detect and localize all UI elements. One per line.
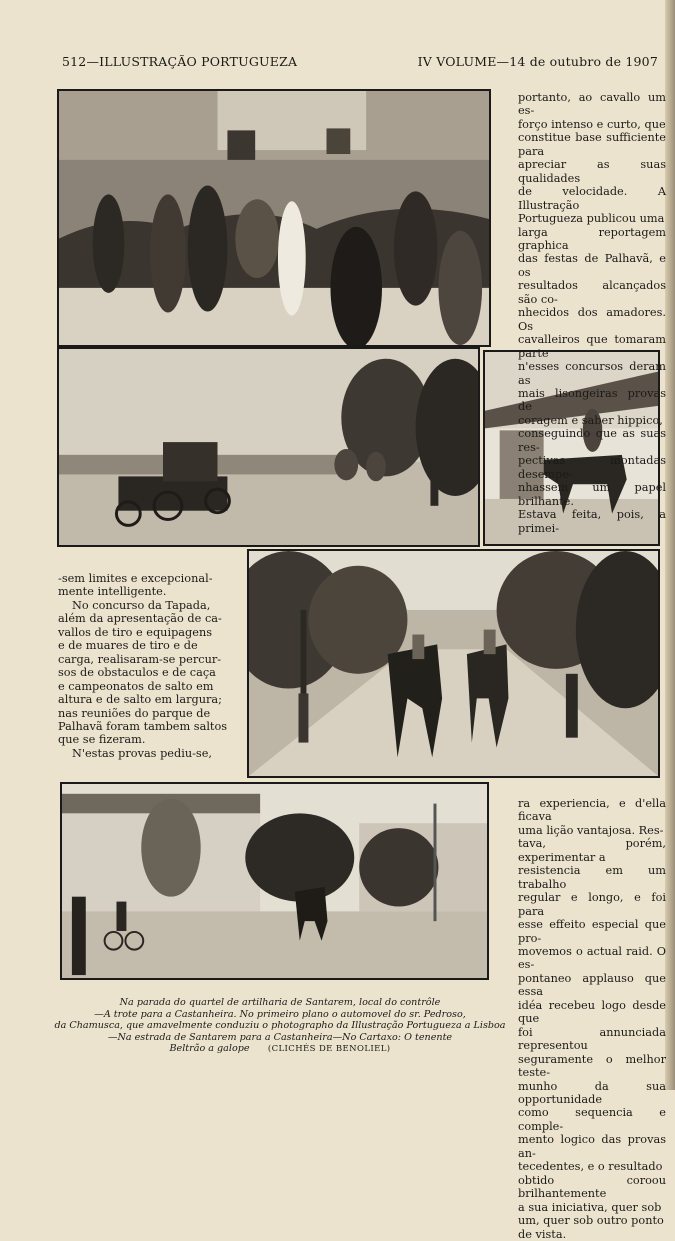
header-page-title: 512—ILLUSTRAÇÃO PORTUGUEZA bbox=[62, 54, 298, 69]
text-line: portanto, ao cavallo um es- bbox=[518, 91, 666, 118]
page-header bbox=[62, 54, 658, 70]
text-line: tava, porém, experimentar a bbox=[518, 837, 666, 864]
text-line: vallos de tiro e equipagens bbox=[58, 625, 213, 639]
text-line: nas reuniões do parque de bbox=[58, 706, 211, 720]
text-line: pectivas montadas desempe- bbox=[518, 454, 666, 481]
text-line: Portugueza publicou uma bbox=[518, 212, 665, 226]
text-line: foi annunciada representou bbox=[518, 1025, 666, 1053]
text-line: larga reportagem graphica bbox=[518, 225, 666, 252]
text-line: ra experiencia, e d'ella ficava bbox=[518, 797, 666, 824]
text-line: como sequencia e comple- bbox=[518, 1106, 666, 1133]
text-line: Palhavã foram tambem saltos bbox=[58, 719, 228, 733]
text-line: munho da sua opportunidade bbox=[518, 1079, 666, 1106]
text-line: cavalleiros que tomaram parte bbox=[518, 333, 666, 360]
text-line: esse effeito especial que pro- bbox=[518, 918, 666, 945]
text-line: de velocidade. A Illustração bbox=[518, 185, 666, 212]
text-line: mente intelligente. bbox=[58, 585, 167, 599]
text-line: seguramente o melhor teste- bbox=[518, 1052, 666, 1080]
text-line: idéa recebeu logo desde que bbox=[518, 998, 666, 1026]
text-line: n'esses concursos deram as bbox=[518, 360, 666, 387]
text-line: além da apresentação de ca- bbox=[58, 612, 222, 626]
text-line: a sua iniciativa, quer sob bbox=[518, 1200, 662, 1214]
text-line: movemos o actual raid. O es- bbox=[518, 944, 666, 972]
photo-automobile bbox=[57, 347, 480, 547]
text-line: Estava feita, pois, a primei- bbox=[518, 508, 666, 535]
text-line: nhassem um papel brilhante. bbox=[518, 481, 666, 508]
text-column-top-right bbox=[518, 91, 666, 535]
text-line: -sem limites e excepcional- bbox=[58, 572, 213, 585]
text-line: e campeonatos de salto em bbox=[58, 679, 214, 693]
caption-line: Na parada do quartel de artilharia de Santarem, local do contrôle bbox=[119, 997, 441, 1008]
text-line: resistencia em um trabalho bbox=[518, 864, 666, 891]
caption-line: —A trote para a Castanheira. No primeiro plano o automovel do sr. Pedroso, bbox=[94, 1008, 466, 1020]
text-line: de vista. bbox=[518, 1227, 567, 1241]
text-line: mais lisongeiras provas de bbox=[518, 386, 666, 414]
photo-estrada-riders bbox=[247, 549, 660, 778]
text-line: carga, realisaram-se percur- bbox=[58, 652, 222, 666]
text-line: sos de obstaculos e de caça bbox=[58, 666, 216, 680]
text-line: coragem e saber hippico, bbox=[518, 413, 663, 427]
text-line: No concurso da Tapada, bbox=[72, 598, 211, 612]
text-line: forço intenso e curto, que bbox=[518, 117, 666, 131]
text-column-mid-left bbox=[58, 572, 238, 760]
text-line: N'estas provas pediu-se, bbox=[72, 746, 213, 760]
text-line: um, quer sob outro ponto bbox=[518, 1214, 664, 1228]
photo-cartaxo bbox=[60, 782, 489, 980]
photo-parade-crowd bbox=[57, 89, 491, 347]
text-line: e de muares de tiro e de bbox=[58, 639, 198, 653]
photo-credit: (CLICHÉS DE BENOLIEL) bbox=[267, 1044, 391, 1055]
text-line: uma lição vantajosa. Res- bbox=[518, 823, 664, 837]
text-line: que se fizeram. bbox=[58, 733, 146, 747]
header-issue-date: IV VOLUME—14 de outubro de 1907 bbox=[417, 54, 658, 69]
text-line: regular e longo, e foi para bbox=[518, 891, 666, 918]
photo-caption bbox=[40, 997, 520, 1056]
caption-line: Beltrão a galope bbox=[169, 1043, 250, 1055]
caption-line: da Chamusca, que amavelmente conduziu o photographo da Illustração Portugueza a Lisboa bbox=[54, 1020, 506, 1032]
text-line: pontaneo applauso que essa bbox=[518, 971, 666, 999]
text-line: apreciar as suas qualidades bbox=[518, 158, 666, 185]
text-line: nhecidos dos amadores. Os bbox=[518, 306, 666, 333]
text-line: altura e de salto em largura; bbox=[58, 693, 222, 707]
text-line: resultados alcançados são co- bbox=[518, 279, 666, 306]
text-line: mento logico das provas an- bbox=[518, 1133, 666, 1160]
caption-line: —Na estrada de Santarem para a Castanheira—No Cartaxo: O tenente bbox=[107, 1031, 453, 1043]
text-line: tecedentes, e o resultado bbox=[518, 1160, 663, 1174]
text-line: constitue base sufficiente para bbox=[518, 131, 666, 158]
text-column-bottom-right bbox=[518, 797, 666, 1241]
text-line: obtido coroou brilhantemente bbox=[518, 1173, 666, 1201]
page-edge-shadow bbox=[665, 0, 675, 1090]
text-line: das festas de Palhavã, e os bbox=[518, 252, 666, 279]
text-line: conseguindo que as suas res- bbox=[518, 427, 666, 454]
